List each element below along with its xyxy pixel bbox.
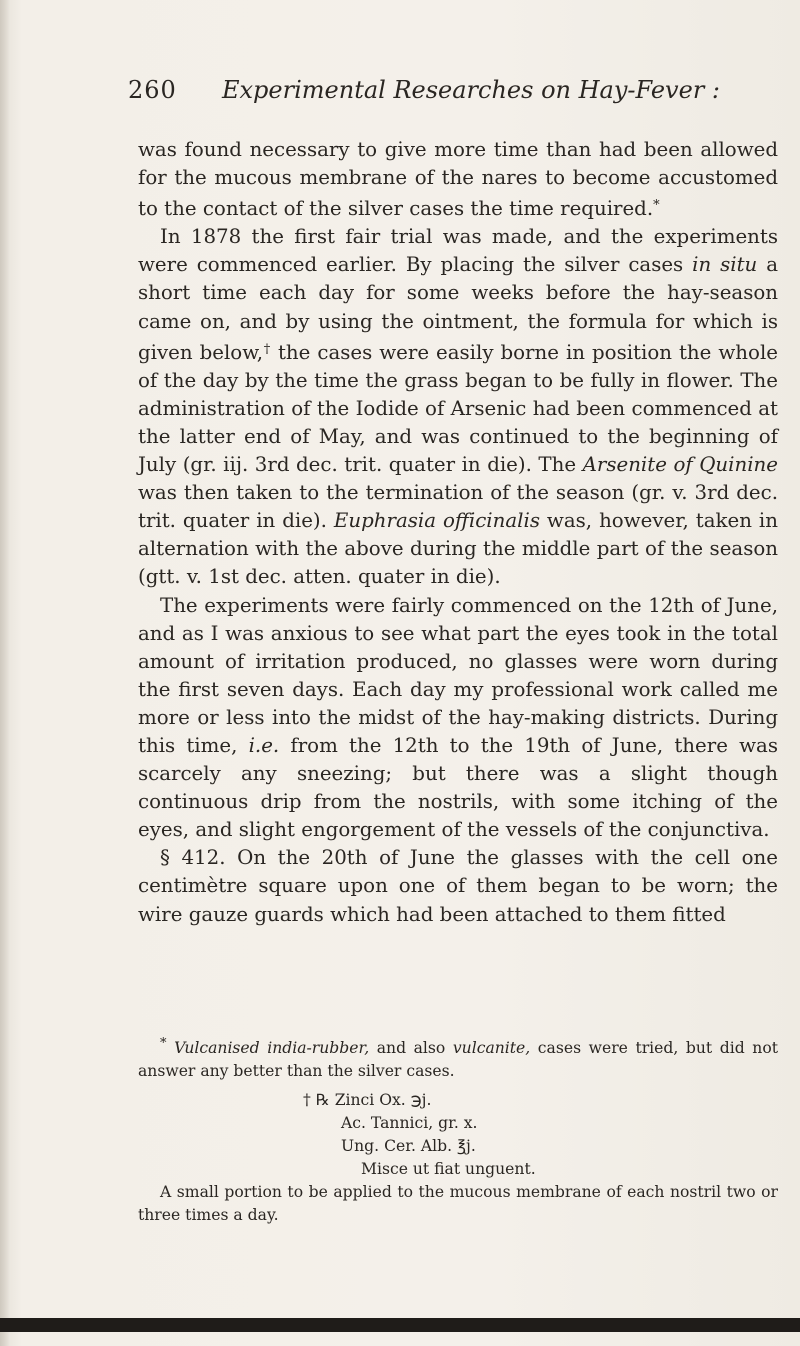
italic-vulcanite: vulcanite,: [452, 1039, 531, 1057]
paragraph-2: [138, 223, 778, 591]
paragraph-3-text-b: from the 12th to the 19th of June, there was scarcely any sneezing; but there was a slight though continuous drip from the nostrils, with some itching of the eyes, and slight engorgement of the vessels of the conjunctiva.: [138, 733, 778, 842]
prescription-line-3: Ung. Cer. Alb. ℥j.: [341, 1137, 476, 1155]
footnote-1-mark: *: [160, 1036, 167, 1051]
italic-india-rubber: Vulcanised india-rubber,: [174, 1039, 370, 1057]
footnote-2-instructions: A small portion to be applied to the mucous membrane of each nostril two or three times a day.: [138, 1183, 778, 1224]
paragraph-3-text-a: The experiments were fairly commenced on the 12th of June, and as I was anxious to see what part the eyes took in the total amount of irritation produced, no glasses were worn during the first seven days. Each day my professional work called me more or less into the midst of the hay-making districts. During this time,: [138, 593, 778, 757]
prescription-line-2: Ac. Tannici, gr. x.: [341, 1114, 478, 1132]
footnote-mark-2: †: [263, 341, 271, 357]
bottom-edge-rule: [0, 1318, 800, 1332]
page-header: [128, 76, 788, 116]
main-text: [138, 136, 778, 929]
paragraph-2-text-b: a short time each day for some weeks before the hay-season came on, and by using the ointment, the formula for which is given below,: [138, 253, 778, 364]
italic-euphrasia: Euphrasia officinalis: [333, 509, 540, 533]
paragraph-2-text-a: In 1878 the first fair trial was made, and the experiments were commenced earlier. By placing the silver cases: [138, 225, 778, 277]
binding-shadow: [0, 0, 10, 1346]
italic-ie: i.e.: [248, 733, 280, 757]
paragraph-2-text-e: was, however, taken in alternation with the above during the middle part of the season (gtt. v. 1st dec. atten. quater in die).: [138, 509, 778, 589]
footnote-1-text-a: and also: [369, 1039, 453, 1057]
footnote-1-text-b: cases were tried, but did not answer any better than the silver cases.: [138, 1039, 778, 1080]
prescription-line-1: † ℞ Zinci Ox. ℈j.: [303, 1091, 432, 1109]
footnote-1: [138, 1032, 778, 1083]
paragraph-4: § 412. On the 20th of June the glasses with the cell one centimètre square upon one of them began to be worn; the wire gauze guards which had been attached to them fitted: [138, 846, 778, 926]
paragraph-1: [138, 136, 778, 223]
italic-arsenite-of-quinine: Arsenite of Quinine: [582, 453, 778, 477]
running-title: Experimental Researches on Hay-Fever :: [222, 76, 720, 104]
paragraph-2-text-d: was then taken to the termination of the season (gr. v. 3rd dec. trit. quater in die).: [138, 481, 778, 533]
footnote-mark-1: *: [653, 198, 660, 214]
page-number: 260: [128, 76, 177, 104]
italic-in-situ: in situ: [692, 253, 758, 277]
paragraph-2-text-c: the cases were easily borne in position the whole of the day by the time the grass began to be fully in flower. The administration of the Iodide of Arsenic had been commenced at the latter end of May, and was continued to the beginning of July (gr. iij. 3rd dec. trit. quater in die). The: [138, 340, 778, 477]
paragraph-1-text: was found necessary to give more time than had been allowed for the mucous membrane of the nares to become accustomed to the contact of the silver cases the time required.: [138, 138, 778, 221]
prescription: [138, 1089, 778, 1181]
prescription-line-4: Misce ut fiat unguent.: [361, 1160, 536, 1178]
footnotes: [138, 1032, 778, 1227]
paragraph-3: [138, 592, 778, 845]
